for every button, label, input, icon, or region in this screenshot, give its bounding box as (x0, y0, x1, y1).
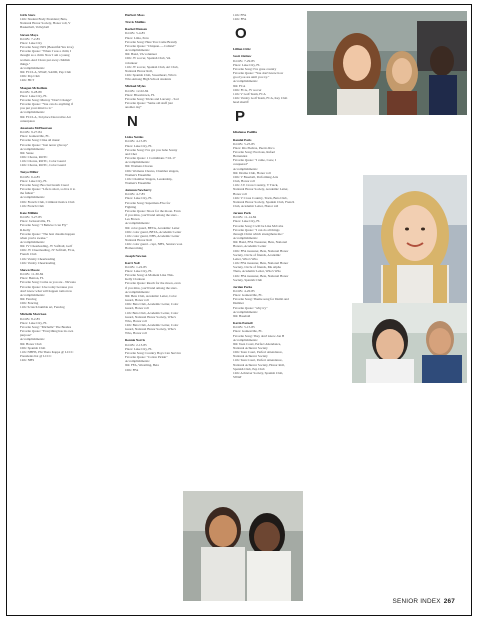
entry-line: Favorite Quote: Live today because you (20, 284, 73, 289)
entry-line: Favorite Song: Here You Come Brandy (125, 39, 178, 44)
senior-name: Kate Milikin (20, 210, 39, 215)
entry-line: Favorite Song: ISIS (Beautiful Yes love) (20, 45, 74, 50)
index-column-3 (233, 13, 303, 382)
entry-line: Fighting (125, 204, 137, 209)
senior-name: Scott Outlaw (233, 54, 252, 59)
entry-line: Honor roll (233, 191, 247, 196)
entry-line: Letter, Who's Who (233, 256, 258, 261)
entry-line: Accomplishments: (125, 48, 150, 53)
entry-line: D.O.B.: 5-15-85 (233, 325, 255, 330)
entry-line: Place: Lake City, FL (233, 62, 261, 67)
entry-line: Favorite Song: Country Boys Can Survive (125, 350, 181, 355)
senior-entry (20, 312, 104, 362)
entry-line: Favorite Quote: "Same old stuff just (125, 100, 173, 105)
entry-line: Favorite Song: They don't know-Jon B (233, 333, 285, 338)
senior-entry (20, 33, 104, 83)
entry-line: Presidents list @ LCCC (20, 354, 52, 359)
entry-line: Theta, Academic Letter, Who's Who (233, 269, 281, 274)
index-column-2 (125, 13, 213, 375)
entry-line: Favorite Song: I've got you babe Sonny (125, 147, 178, 152)
entry-line: 9th: Beta Club, Academic Letter, Color (125, 293, 177, 298)
entry-line: 12th: Spanish Club, Sweetheart, Who's (125, 73, 177, 78)
page-footer (393, 598, 455, 605)
senior-name: Ronnie Norris (125, 338, 146, 343)
entry-line: 9th: Teen Court, Perfect Attendance, (233, 341, 282, 346)
senior-entry (125, 84, 213, 109)
entry-line: Favorite Quote: "You can do anything if (20, 102, 74, 107)
photo-image (307, 11, 467, 115)
entry-line: Favorite Quote: "Everything has its own (20, 329, 74, 334)
entry-line: things." (20, 61, 31, 66)
senior-name: Kevin Parnell (233, 321, 253, 326)
entry-line: Who Among High School students (125, 77, 171, 82)
entry-line: Accomplishments: (233, 166, 258, 171)
entry-line: Society, Circle of friends, Academic (233, 252, 281, 257)
senior-entry (233, 321, 303, 379)
entry-line: thought as a child. Now I am a young (20, 53, 70, 58)
entry-line: 9th: JV Cheerleading, JV Softball, Golf (20, 244, 73, 249)
entry-line: D.O.B.: 4-20-85 (233, 288, 255, 293)
senior-name: Tonya Miller (20, 170, 39, 175)
entry-line: 10th: Spanish Club (20, 345, 46, 350)
entry-line: Favorite Quote: 1 Corinthians 7:16-17 (125, 156, 176, 161)
entry-line: Accomplishments: (125, 160, 150, 165)
entry-line: D.O.B.: 7-2-85 (20, 36, 40, 41)
entry-line: Favorite Quote: "When I was a child, I (20, 49, 72, 54)
entry-line: Place: Lake City, FL (125, 346, 153, 351)
entry-line: 11th: Scratch bumble art, Fencing (20, 305, 65, 310)
entry-line: Society, Circle of friends, Mu Alpha (233, 265, 281, 270)
entry-line: 11th: Beta Club, Academic Letter, Color (125, 310, 179, 315)
entry-line: another day" (125, 105, 142, 110)
entry-line: 10th: FFA treasurer, Beta, National Honor (233, 248, 289, 253)
photo-image (363, 175, 467, 303)
senior-entry (20, 13, 104, 30)
entry-line: 11th: V Golf Team, FCA (233, 91, 266, 96)
entry-line: Favorite Song: Theme song for Dumb and (233, 297, 289, 302)
entry-line: Favorite Song: A Moment Like This- (125, 273, 174, 278)
entry-line: 10th: Teen Court, Perfect Attendance, (233, 350, 283, 355)
senior-name: Jordan Parks (233, 284, 253, 289)
entry-line: Les Brown (125, 217, 140, 222)
entry-line: if you miss, you'll land among the stars - (125, 213, 179, 218)
entry-line: 12th: color guard - capt, NHS, Seniors won (125, 242, 183, 247)
entry-line: Favorite Song: Come as you are - Nirvana (20, 280, 76, 285)
senior-name: Anastasia McPheerson (20, 125, 53, 130)
entry-line: 10th: color guard, BETA, Academic Letter (125, 229, 182, 234)
entry-line: Favorite Song: I will be Like McCabe (233, 223, 284, 228)
entry-line: 9th: Band, FFA Treasurer, Beta, National (233, 240, 288, 245)
entry-line: Place: Benton, FL (20, 276, 44, 281)
senior-name: Michelle Morrison (20, 312, 47, 317)
entry-line: through Christ which strengthens me." (233, 231, 284, 236)
entry-line: Favorite Song: Boo but breath Creed (20, 182, 69, 187)
entry-line: Club, Academic Letter, Honor roll (233, 204, 279, 208)
entry-line: National Honor Roll (125, 238, 153, 243)
senior-name: Girls Stars (20, 13, 36, 17)
entry-line: 10th: French Club, Criminal Justice Club (20, 199, 75, 204)
senior-entry (233, 285, 303, 318)
entry-line: Place: Jacksonville, FL (20, 219, 51, 224)
entry-line: Basketball, Volleyball (20, 25, 49, 30)
entry-line: when you're awake." (20, 235, 48, 240)
senior-entry (125, 188, 213, 250)
senior-photo-girls-group (307, 11, 467, 115)
entry-line: 9th: Band, VA volunteer (125, 52, 157, 57)
entry-line: D.O.B.: 5-4-85 (125, 31, 145, 36)
senior-name: Rachel Munsen (125, 27, 147, 32)
entry-line: 9th: Fencing (20, 297, 37, 301)
entry-line: 9th: FCA (233, 83, 246, 88)
entry-line: Place: Lake City, FL (125, 196, 153, 201)
entry-line: 11th: French Club (20, 203, 44, 208)
entry-line: 11th: Varsity Cheerleading (20, 256, 56, 261)
entry-line: D.O.B.: 1-22-85 (125, 264, 147, 269)
entry-line: D.O.B.: 3-27-85 (20, 215, 42, 220)
entry-line: 10th: Beta Club, Academic Letter, Color (125, 302, 179, 307)
senior-entry (125, 261, 213, 336)
senior-entry (233, 138, 303, 209)
entry-line: Accomplishments: (20, 65, 45, 70)
entry-line: Place: Lake City (20, 40, 42, 45)
entry-line: conquered" (233, 162, 249, 167)
entry-line: Favorite Song: Murray "Don't Change" (20, 97, 72, 102)
entry-line: National Achiever Society (233, 346, 268, 350)
entry-line: 10th: Womens Chorus, Chamber singers, (125, 168, 180, 173)
entry-line: D.O.B.: 5-25-85 (233, 141, 255, 146)
entry-line: Accomplishments: (125, 221, 150, 226)
senior-name: Steven Mayo (20, 32, 39, 37)
entry-line: National Achiever Society (233, 354, 268, 359)
entry-line: 12th: HCT (20, 78, 35, 83)
entry-line: Place: Gainesville, FL (233, 329, 263, 334)
photo-image (183, 491, 303, 601)
senior-photo-two-boys (352, 303, 467, 383)
entry-line: Guard, National Honor Society, Who's (125, 314, 176, 319)
entry-line: Honors, Academic Letter (233, 244, 267, 249)
entry-line: the fullest" (20, 191, 35, 196)
entry-line: National Honor Society, Academic Letter, (233, 187, 289, 192)
page-frame (6, 4, 472, 616)
entry-line: Favorite Quote: "Life is short, so live it to (20, 187, 76, 192)
entry-line: volunteer (125, 60, 138, 65)
senior-entry (20, 86, 104, 123)
entry-line: Kelly Clarkson (125, 277, 146, 282)
entry-line: 11th: Teen Court, Perfect Attendance, (233, 358, 283, 363)
entry-line: 9th: Honor Club (20, 341, 42, 346)
senior-entry (125, 20, 213, 24)
entry-line: Favorite Quote: Reach for the moon, even (125, 281, 181, 286)
entry-line: 10th: JV Cheerleading, JV Softball, FCA, (20, 248, 76, 253)
entry-line: Accomplishments: (20, 146, 45, 151)
entry-line: 9th: Drama Club, Honor roll (233, 170, 271, 175)
entry-line: D.O.B.: 12-02-84 (125, 88, 149, 93)
entry-line: Place: Lake City, FL (125, 268, 153, 273)
entry-line: D.O.B.: 11-14-84 (233, 215, 257, 220)
entry-line: 12th: Achiever Society, Spanish Club, (233, 370, 284, 375)
entry-line: Favorite Quote: "I can do all things (233, 227, 280, 232)
entry-line: Favorite Song: "Michelle" The Beatles (20, 324, 72, 329)
entry-line: Favorite Quote: Shoot for the moon. Even (125, 208, 181, 213)
senior-name: Autumn Newberry (125, 188, 152, 193)
entry-line: 12th: Varsity Cheerleading (20, 260, 56, 265)
senior-name: Herbert Moss (125, 13, 145, 17)
entry-line: 10th: FCA, JV soccer (233, 87, 262, 92)
entry-line: Accomplishments: (20, 337, 45, 342)
entry-line: don't know what will happen tomorrow (20, 288, 72, 293)
senior-entry (233, 211, 303, 282)
senior-entry (233, 47, 303, 51)
senior-name: Lillian Ortiz (233, 47, 251, 52)
entry-line: Accomplishments: (233, 337, 258, 342)
entry-line: Guard, Honor roll (125, 306, 149, 311)
entry-line: 12th: FFA treasurer, Beta, National Honor (233, 273, 289, 278)
entry-line: if you miss, you'll land among the stars. (125, 285, 178, 290)
entry-line: D.O.B.: 9-28-89 (20, 89, 42, 94)
entry-line: Guard, Honor roll (125, 298, 149, 303)
entry-line: 10th: JV soccer, Spanish Club, VA (125, 56, 171, 61)
entry-line: centerpiece (20, 118, 36, 123)
entry-line: Place: Lake City, FL (20, 178, 48, 183)
entry-line: 10th: Pep Club (20, 74, 40, 79)
entry-line: Who, Honor roll (125, 331, 147, 336)
entry-line: Favorite Quote: "You don't know how (233, 71, 284, 76)
entry-line: Guard, National Honor Society, Who's (125, 327, 176, 332)
alpha-section-letter: N (127, 113, 138, 131)
senior-name: Kerri Noll (125, 260, 140, 265)
entry-line: 12th: Student Body President; Beta, (20, 17, 68, 22)
senior-entry (125, 254, 213, 258)
page-number: 267 (443, 598, 455, 605)
entry-line: Place: Gainesville, FL (233, 293, 263, 298)
senior-entry (233, 54, 303, 104)
entry-line: 12th: NHS (20, 358, 35, 363)
senior-entry (20, 126, 104, 168)
entry-line: 9th: Womens Chorus (125, 164, 153, 169)
entry-line: D.O.B.: 4-15-85 (125, 139, 147, 144)
entry-line: Favorite Quote: "Chiquan......Callate!" (125, 43, 176, 48)
entry-line: 11th: NHHS, Phi Theta Kappa @ LCCC (20, 349, 74, 354)
entry-line: 9th: Baseball (233, 313, 251, 318)
entry-line: Favorite Song: Precious, Rafael (233, 149, 275, 154)
senior-entry (233, 13, 303, 21)
entry-line: Favorite Song: Superman-Five for (125, 200, 171, 205)
alpha-section-letter: P (235, 108, 246, 126)
entry-line: Favorite Song: Tricks and Larceny - Sad (125, 96, 179, 101)
entry-line: Dumber (233, 301, 244, 306)
entry-line: Place: Gainesville, FL (20, 134, 50, 139)
senior-name: Randal Paris (233, 137, 252, 142)
entry-line: Accomplishments: (20, 110, 45, 115)
entry-line: Place: Lake City, FL (20, 320, 48, 325)
senior-entry (125, 27, 213, 81)
entry-line: Club, Honor roll (233, 179, 255, 184)
entry-line: National Honor Society, Spanish Club, French (233, 199, 295, 204)
entry-line: 11th: color guard, NHS, Academic Letter (125, 233, 180, 238)
entry-line: 9th: color guard, BETA, Academic Letter (125, 225, 180, 230)
entry-line: 9th: FCCLA, 3rd place Decorative Art (20, 114, 71, 119)
entry-line: Favorite Song: "I Believe I can Fly" (20, 223, 68, 228)
entry-line: 10th: FFA (125, 367, 139, 372)
section-label: SENIOR INDEX (392, 598, 441, 605)
entry-line: 11th: Chamber Singers, Leadership, (125, 176, 173, 181)
entry-line: Place: Lake City, FL (233, 219, 261, 224)
entry-line: 11th: JV soccer, Spanish Club, Art Club, (125, 64, 179, 69)
senior-entry (125, 13, 213, 17)
alpha-section-letter: O (235, 25, 247, 43)
entry-line: Hernandez (233, 154, 248, 159)
entry-line: Who, Honor roll (125, 318, 147, 323)
senior-entry (233, 130, 303, 134)
entry-line: 10th: V Baseball, Performing Arts (233, 174, 279, 179)
index-column-1 (20, 13, 104, 365)
entry-line: Favorite Quote: "The best dreams happen (20, 231, 75, 236)
entry-line: 10th: Fencing (20, 301, 39, 306)
entry-line: Place: Lima, Peru (125, 35, 149, 40)
entry-line: 11th: J.V. Cross Country, V Track, (233, 183, 279, 188)
entry-line: Accomplishments: (125, 289, 150, 294)
entry-line: 9th: Sense (20, 150, 34, 155)
photo-image (352, 303, 467, 383)
entry-line: Favorite Quote: "I came, I saw, I (233, 158, 277, 163)
entry-line: Accomplishments: (20, 292, 45, 297)
senior-name: Idiofanso Padilla (233, 130, 257, 135)
entry-line: 12th: Chorus, ROTC, Color Guard (20, 163, 66, 168)
entry-line: D.O.B.: 11-30-84 (20, 272, 44, 277)
entry-line: Favorite Song: I like all music (20, 138, 61, 143)
senior-entry (20, 268, 104, 310)
entry-line: Favorite Quote: "Just never give up" (20, 142, 69, 147)
entry-line: French Club (20, 252, 37, 257)
entry-line: 11th: FFA treasurer, Beta, National Honor (233, 261, 289, 266)
entry-line: purpose" (20, 333, 32, 338)
entry-line: Women's Ensemble (125, 172, 151, 177)
entry-line: and Cher (125, 151, 137, 156)
entry-line: Favorite Song: I've gone country (233, 66, 277, 71)
entry-line: 12th: Beta Club, Academic Letter, Color (125, 323, 179, 327)
entry-line: D.O.B.: 7-29-85 (233, 58, 255, 63)
senior-photo-two-girls (183, 491, 303, 601)
senior-name: Travis Mullins (125, 20, 146, 25)
entry-line: head sheriff (233, 100, 249, 105)
entry-line: 12th: FFA (233, 17, 247, 22)
senior-name: Maegan McKellum (20, 85, 48, 90)
senior-entry (125, 135, 213, 185)
senior-entry (20, 170, 104, 207)
entry-line: Accomplishments: (20, 195, 45, 200)
entry-line: Favorite Quote: "why try" (233, 305, 268, 310)
entry-line: R.Kelly (20, 227, 31, 232)
entry-line: Place: Lake City, FL (20, 93, 48, 98)
senior-name: Michael Myles (125, 84, 146, 89)
entry-line: 9th: FFA, Wrestling, Beta (125, 363, 159, 368)
senior-photo-blond-girl (363, 175, 467, 303)
entry-line: SWAT (233, 375, 242, 380)
entry-line: Homecoming (125, 246, 143, 251)
entry-line: Accomplishments: (125, 359, 150, 364)
entry-line: 9th: FCCLA, SWAT, SADD, Pep Club (20, 70, 72, 75)
entry-line: woman. And I have put away childish (20, 57, 70, 62)
entry-line: Society, Spanish Club (233, 277, 263, 282)
entry-line: D.O.B.: 2-13-85 (125, 342, 147, 347)
entry-line: D.O.B.: 4-7-85 (125, 192, 145, 197)
entry-line: 11th: Chorus, ROTC, Color Guard (20, 159, 66, 164)
entry-line: Accomplishments: (233, 79, 258, 84)
entry-line: D.O.B.: 6-4-85 (20, 174, 40, 179)
entry-line: 10th: Chorus, ROTC (20, 155, 48, 159)
entry-line: Accomplishments: (233, 309, 258, 314)
senior-name: Joseph Newton (125, 253, 147, 258)
senior-entry (20, 211, 104, 265)
entry-line: Women's Ensemble (125, 181, 151, 185)
entry-line: Place: Rio Piedras, Puerto Rico (233, 145, 275, 150)
entry-line: Place: Lake City, FL (125, 143, 153, 148)
entry-line: Spanish Club, Pep Club (233, 366, 265, 371)
entry-line: Place: Bloomtown, FL (125, 92, 155, 97)
entry-line: Accomplishments: (20, 239, 45, 244)
senior-name: Lisha Nettles (125, 135, 144, 140)
entry-line: D.O.B.: 8-2-85 (20, 316, 40, 321)
entry-line: 12th: Varsity Golf Team, FCA, Key Club (233, 96, 288, 101)
entry-line: National Achiever Society, Honor Roll, (233, 362, 285, 367)
senior-name: Jaraun Park (233, 211, 251, 216)
entry-line: 12th: V Cross Country, Track, Beta Club, (233, 195, 288, 200)
entry-line: Accomplishments: (233, 236, 258, 241)
entry-line: D.O.B.: 9-27-84 (20, 130, 42, 135)
entry-line: you put your mind to it." (20, 106, 53, 111)
entry-line: Favorite Quote: "Cotton Pickin" (125, 355, 168, 360)
entry-line: 11th: FFA (233, 13, 247, 17)
entry-line: National Honor Society, Honor roll, V (20, 21, 71, 26)
entry-line: good you are until you try." (233, 75, 270, 80)
senior-entry (125, 338, 213, 371)
senior-name: Shawn Moore (20, 267, 40, 272)
entry-line: National Honor Roll, (125, 68, 153, 73)
